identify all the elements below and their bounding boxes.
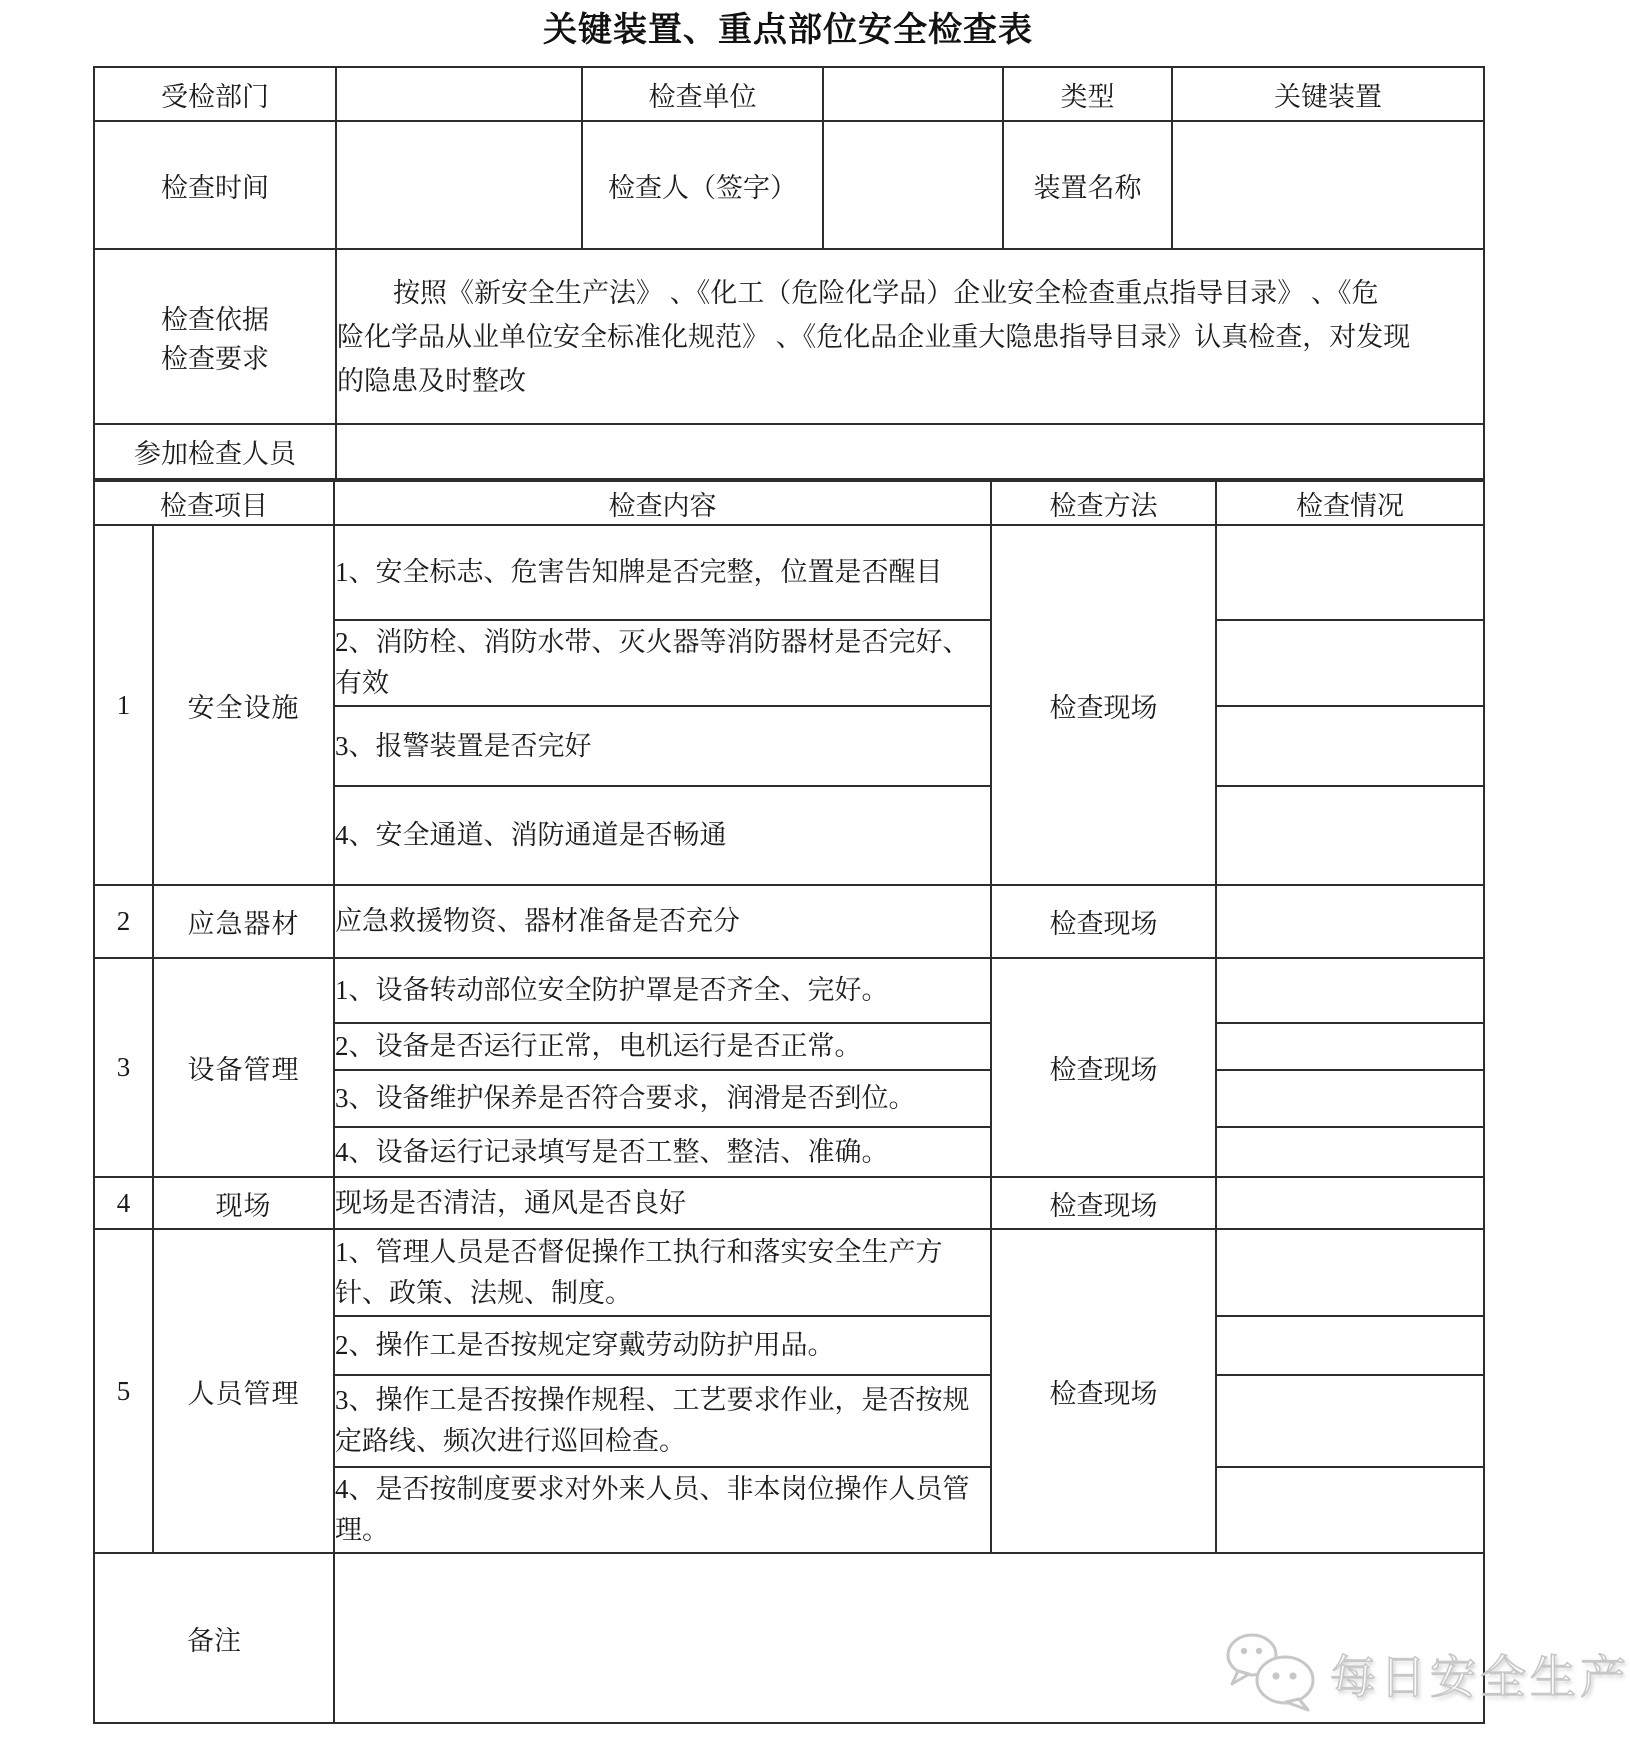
section-5-item-2: 2、操作工是否按规定穿戴劳动防护用品。	[334, 1316, 991, 1375]
section-1-method: 检查现场	[991, 525, 1216, 885]
section-2-number: 2	[94, 885, 153, 958]
page-title: 关键装置、重点部位安全检查表	[543, 11, 1033, 49]
basis-text	[336, 249, 1484, 424]
section-1-category: 安全设施	[153, 525, 334, 885]
header-check-item: 检查项目	[94, 481, 334, 525]
section-4-status-1	[1216, 1177, 1484, 1229]
header-check-content: 检查内容	[334, 481, 991, 525]
section-3-item-2: 2、设备是否运行正常，电机运行是否正常。	[334, 1023, 991, 1070]
section-3-category: 设备管理	[153, 958, 334, 1177]
remarks-row	[94, 1553, 1484, 1723]
label-type: 类型	[1003, 67, 1172, 121]
section-3-status-2	[1216, 1023, 1484, 1070]
section-5-status-2	[1216, 1316, 1484, 1375]
section-3-method: 检查现场	[991, 958, 1216, 1177]
section-1-number: 1	[94, 525, 153, 885]
value-type: 关键装置	[1172, 67, 1484, 121]
field-inspected-dept	[336, 67, 582, 121]
header-check-result: 检查情况	[1216, 481, 1484, 525]
label-basis-line1: 检查依据	[161, 304, 269, 335]
section-3-number: 3	[94, 958, 153, 1177]
section-3-item-1: 1、设备转动部位安全防护罩是否齐全、完好。	[334, 958, 991, 1023]
section-5-item-4: 4、是否按制度要求对外来人员、非本岗位操作人员管理。	[334, 1467, 991, 1553]
basis-text-line1: 按照《新安全生产法》 、《化工（危险化学品）企业安全检查重点指导目录》 、《危	[393, 277, 1379, 308]
section-5-status-4	[1216, 1467, 1484, 1553]
section-3-status-3	[1216, 1070, 1484, 1127]
section-3-item-4: 4、设备运行记录填写是否工整、整洁、准确。	[334, 1127, 991, 1177]
section-5-status-3	[1216, 1375, 1484, 1467]
section-1-row-1	[94, 525, 1484, 620]
section-4-row-1	[94, 1177, 1484, 1229]
label-participants: 参加检查人员	[94, 424, 336, 479]
label-basis-line2: 检查要求	[161, 343, 269, 374]
field-inspect-unit	[823, 67, 1003, 121]
field-participants	[336, 424, 1484, 479]
field-inspect-time	[336, 121, 582, 249]
section-5-number: 5	[94, 1229, 153, 1553]
section-4-method: 检查现场	[991, 1177, 1216, 1229]
watermark-text: 每日安全生产	[1330, 1651, 1630, 1703]
section-2-status-1	[1216, 885, 1484, 958]
section-2-method: 检查现场	[991, 885, 1216, 958]
section-1-item-3: 3、报警装置是否完好	[334, 706, 991, 786]
info-row-2	[94, 121, 1484, 249]
section-1-status-1	[1216, 525, 1484, 620]
section-1-item-4: 4、安全通道、消防通道是否畅通	[334, 786, 991, 885]
section-4-item-1: 现场是否清洁，通风是否良好	[334, 1177, 991, 1229]
section-1-status-3	[1216, 706, 1484, 786]
checklist-table	[93, 480, 1485, 1724]
section-4-number: 4	[94, 1177, 153, 1229]
section-3-item-3: 3、设备维护保养是否符合要求，润滑是否到位。	[334, 1070, 991, 1127]
section-5-item-3: 3、操作工是否按操作规程、工艺要求作业，是否按规定路线、频次进行巡回检查。	[334, 1375, 991, 1467]
label-device-name: 装置名称	[1003, 121, 1172, 249]
info-row-1	[94, 67, 1484, 121]
section-5-item-1: 1、管理人员是否督促操作工执行和落实安全生产方针、政策、法规、制度。	[334, 1229, 991, 1316]
label-inspector-signature: 检查人（签字）	[582, 121, 823, 249]
section-2-category: 应急器材	[153, 885, 334, 958]
section-5-status-1	[1216, 1229, 1484, 1316]
section-1-status-2	[1216, 620, 1484, 706]
header-check-method: 检查方法	[991, 481, 1216, 525]
basis-text-line3: 的隐患及时整改	[337, 365, 526, 396]
field-device-name	[1172, 121, 1484, 249]
info-row-basis	[94, 249, 1484, 424]
section-3-status-1	[1216, 958, 1484, 1023]
section-1-item-1: 1、安全标志、危害告知牌是否完整，位置是否醒目	[334, 525, 991, 620]
info-table	[93, 66, 1485, 480]
label-inspect-unit: 检查单位	[582, 67, 823, 121]
section-5-method: 检查现场	[991, 1229, 1216, 1553]
section-2-item-1: 应急救援物资、器材准备是否充分	[334, 885, 991, 958]
section-4-category: 现场	[153, 1177, 334, 1229]
label-remarks: 备注	[94, 1553, 334, 1723]
info-row-participants	[94, 424, 1484, 479]
field-remarks	[334, 1553, 1484, 1723]
basis-text-line2: 险化学品从业单位安全标准化规范》 、《危化品企业重大隐患指导目录》认真检查，对发现	[337, 321, 1411, 352]
label-inspect-time: 检查时间	[94, 121, 336, 249]
section-2-row-1	[94, 885, 1484, 958]
section-3-row-1	[94, 958, 1484, 1023]
checklist-header-row	[94, 481, 1484, 525]
inspection-form	[93, 8, 1483, 1724]
section-1-status-4	[1216, 786, 1484, 885]
label-inspected-dept: 受检部门	[94, 67, 336, 121]
section-5-row-1	[94, 1229, 1484, 1316]
field-inspector-signature	[823, 121, 1003, 249]
section-5-category: 人员管理	[153, 1229, 334, 1553]
label-basis-requirement	[94, 249, 336, 424]
section-1-item-2: 2、消防栓、消防水带、灭火器等消防器材是否完好、有效	[334, 620, 991, 706]
section-3-status-4	[1216, 1127, 1484, 1177]
